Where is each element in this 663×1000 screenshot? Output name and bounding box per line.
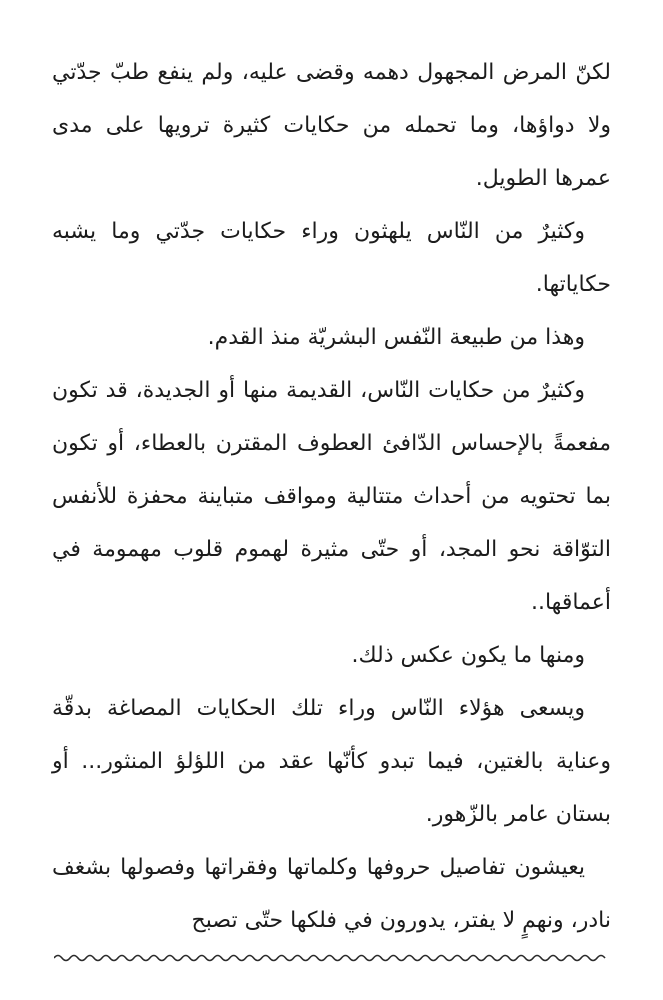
paragraph-3: وهذا من طبيعة النّفس البشريّة منذ القدم. [207,325,585,350]
paragraph-1: لكنّ المرض المجهول دهمه وقضى عليه، ولم ينفع طبّ جدّتي ولا دواؤها، وما تحمله من حكايات كثيرة ترويها على مدى عمرها الطويل. [52,60,611,191]
paragraph-7: يعيشون تفاصيل حروفها وكلماتها وفقراتها وفصولها بشغف نادر، ونهمٍ لا يفتر، يدورون في فلكها حتّى تصبح [52,855,611,933]
paragraph-6: ويسعى هؤلاء النّاس وراء تلك الحكايات المصاغة بدقّة وعناية بالغتين، فيما تبدو كأنّها عقد من اللؤلؤ المنثور... أو بستان عامر بالزّهور. [52,696,611,827]
paragraph-4: وكثيرٌ من حكايات النّاس، القديمة منها أو الجديدة، قد تكون مفعمةً بالإحساس الدّافئ العطوف المقترن بالعطاء، أو تكون بما تحتويه من أحداث متتالية ومواقف متباينة محفزة للأنفس التوّاقة نحو المجد، أو حتّى مثيرة لهموم قلوب مهمومة في أعماقها.. [52,378,611,615]
paragraph-5: ومنها ما يكون عكس ذلك. [351,643,585,668]
paragraph-2: وكثيرٌ من النّاس يلهثون وراء حكايات جدّتي وما يشبه حكاياتها. [52,219,611,297]
wavy-divider [54,952,609,964]
wavy-divider-line [54,952,609,964]
